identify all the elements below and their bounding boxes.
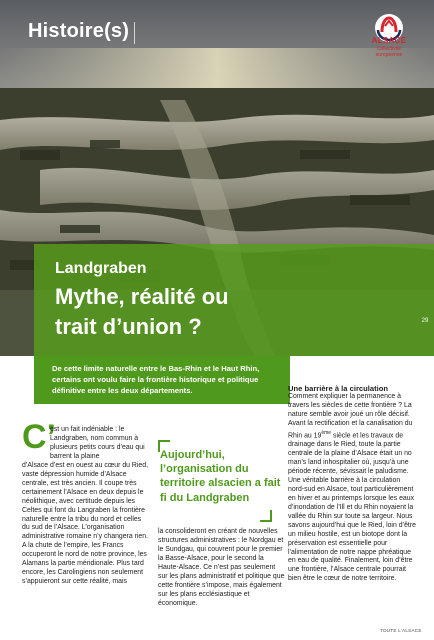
logo-subtitle-line1: Collectivité [376, 46, 402, 52]
drop-cap: C’ [22, 418, 56, 456]
article-title-line2: trait d’union ? [55, 314, 202, 339]
pullquote-bracket-bottom-horizontal [260, 520, 272, 522]
pullquote-bracket-top-horizontal [158, 440, 170, 442]
article-title [55, 282, 355, 342]
century-superscript: ème [321, 429, 332, 436]
intro-text: De cette limite naturelle entre le Bas-Rhin et le Haut Rhin, certains ont voulu faire la frontière historique et politique définitive entre les deux départements. [52, 364, 260, 395]
column-2-text: la consolideront en créant de nouvelles structures administratives : le Nordgau et le Sundgau, qui couvrent pour le premier la Basse-Alsace, pour le second la Haute-Alsace. Ce n’est pas seulement sur les plans administratif et politique que cette frontière s’impose, mais également sur les plans ecclésiastique et économique. [158, 528, 285, 607]
column-3-text-part2: siècle et les travaux de drainage dans le Ried, toute la partie centrale de la plaine d’Alsace était un no man’s land inhospitalier où, jusqu’à une période récente, sévissait le paludisme. Une véritable barrière à la circulation nord-sud en Alsace, tout particulièrement en hiver et au printemps lorsque les eaux d’inondation de l’Ill et du Rhin noyaient la vallée du Rhin sur toute sa largeur. Nous savons aujourd’hui que le Ried, loin d’être un milieu hostile, est un biotope dont la préservation est essentielle pour l’alimentation de notre nappe phréatique en eau de qualité. Finalement, loin d’être une frontière, l’Alsace centrale pourrait bien être le cœur de notre territoire. [288, 432, 416, 583]
column-2 [158, 528, 286, 609]
column-3 [288, 384, 418, 584]
column-1-text: d’Alsace d’est en ouest au cœur du Ried, vaste dépression humide d’Alsace centrale, est très ancien. Il coupe très certainement l’Alsace en deux depuis le néolithique, avec certitude depuis les Celtes qui font du Langraben la frontière naturelle entre la tribu du nord et celles du sud de l’Alsace. L’organisation administrative romaine n’y changera rien. A la chute de l’empire, les Francs occuperont le nord de notre province, les Alamans la partie méridionale. Plus tard encore, les Carolingiens non seulement s’appuieront sur cette réalité, mais [22, 461, 149, 586]
page-number: 29 [421, 318, 429, 324]
column-3-text-part1: Comment expliquer la permanence à travers les siècles de cette frontière ? La nature semble avoir joué un rôle décisif. Avant la rectification et la canalisation du Rhin au 19 [288, 393, 413, 440]
column-3-heading: Une barrière à la circulation [288, 384, 389, 393]
footer-label: TOUTE L’ALSACE [380, 628, 422, 633]
column-1 [22, 426, 150, 587]
pullquote-text: Aujourd’hui, l’organisation du territoire alsacien a fait fi du Landgraben [160, 449, 281, 504]
logo-name: ALSACE [371, 36, 407, 45]
section-title: Histoire(s) [28, 20, 130, 42]
column-3-text [288, 393, 418, 584]
pullquote [160, 448, 284, 505]
article-title-line1: Mythe, réalité ou [55, 284, 229, 309]
article-kicker: Landgraben [55, 260, 147, 277]
column-1-lead: est un fait indéniable : le Landgraben, nom commun à plusieurs petits cours d’eau qui barrent la plaine [50, 426, 145, 460]
logo-subtitle [352, 46, 426, 58]
logo-subtitle-line2: européenne [375, 52, 403, 58]
section-divider [134, 22, 135, 44]
